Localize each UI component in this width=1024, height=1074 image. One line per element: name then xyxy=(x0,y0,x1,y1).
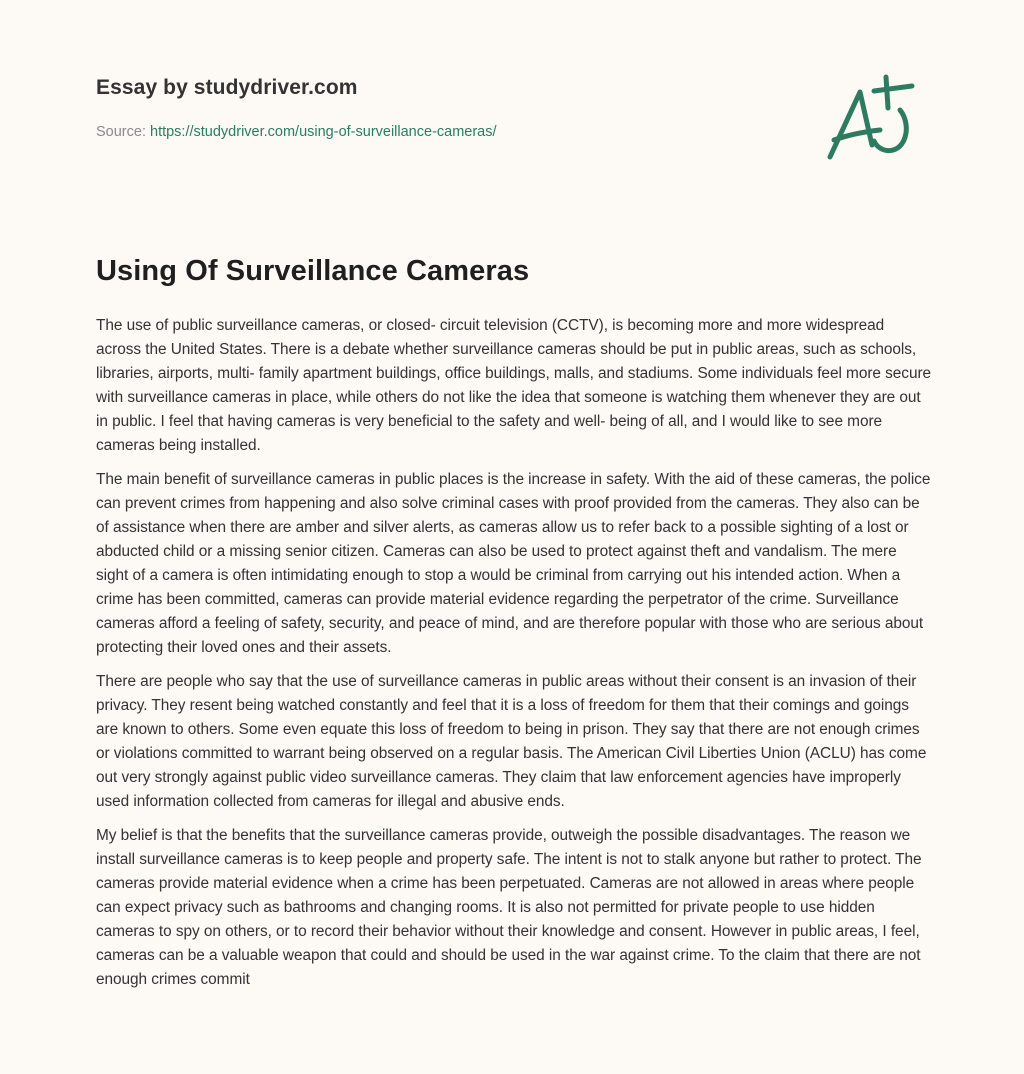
a-plus-grade-icon xyxy=(824,66,924,166)
source-line xyxy=(96,124,497,140)
essay-title: Using Of Surveillance Cameras xyxy=(96,255,530,287)
essay-paragraph: The use of public surveillance cameras, or closed- circuit television (CCTV), is becoming more and more widespread across the United States. There is a debate whether surveillance cameras should be put in public areas, such as schools, libraries, airports, multi- family apartment buildings, office buildings, malls, and stadiums. Some individuals feel more secure with surveillance cameras in place, while others do not like the idea that someone is watching them whenever they are out in public. I feel that having cameras is very beneficial to the safety and well- being of all, and I would like to see more cameras being installed. xyxy=(96,317,932,454)
essay-body xyxy=(96,314,932,1002)
essay-paragraph: The main benefit of surveillance cameras in public places is the increase in safety. With the aid of these cameras, the police can prevent crimes from happening and also solve criminal cases with proof provided from the cameras. They also can be of assistance when there are amber and silver alerts, as cameras allow us to refer back to a possible sighting of a lost or abducted child or a missing senior citizen. Cameras can also be used to protect against theft and vandalism. The mere sight of a camera is often intimidating enough to stop a would be criminal from carrying out his intended action. When a crime has been committed, cameras can provide material evidence regarding the perpetrator of the crime. Surveillance cameras afford a feeling of safety, security, and peace of mind, and are therefore popular with those who are serious about protecting their loved ones and their assets. xyxy=(96,471,931,656)
essay-paragraph: My belief is that the benefits that the surveillance cameras provide, outweigh the possible disadvantages. The reason we install surveillance cameras is to keep people and property safe. The intent is not to stalk anyone but rather to protect. The cameras provide material evidence when a crime has been perpetuated. Cameras are not allowed in areas where people can expect privacy such as bathrooms and changing rooms. It is also not permitted for private people to use hidden cameras to spy on others, or to record their behavior without their knowledge and consent. However in public areas, I feel, cameras can be a valuable weapon that could and should be used in the war against crime. To the claim that there are not enough crimes commit xyxy=(96,827,922,988)
essay-page xyxy=(96,0,932,988)
source-link[interactable]: https://studydriver.com/using-of-surveillance-cameras/ xyxy=(150,124,497,140)
essay-header xyxy=(96,0,932,220)
essay-paragraph: There are people who say that the use of surveillance cameras in public areas without their consent is an invasion of their privacy. They resent being watched constantly and feel that it is a loss of freedom for them that their comings and goings are known to others. Some even equate this loss of freedom to being in prison. They say that there are not enough crimes or violations committed to warrant being observed on a regular basis. The American Civil Liberties Union (ACLU) has come out very strongly against public video surveillance cameras. They claim that law enforcement agencies have improperly used information collected from cameras for illegal and abusive ends. xyxy=(96,673,927,810)
source-label: Source: xyxy=(96,124,150,140)
essay-by-label: Essay by studydriver.com xyxy=(96,76,358,99)
